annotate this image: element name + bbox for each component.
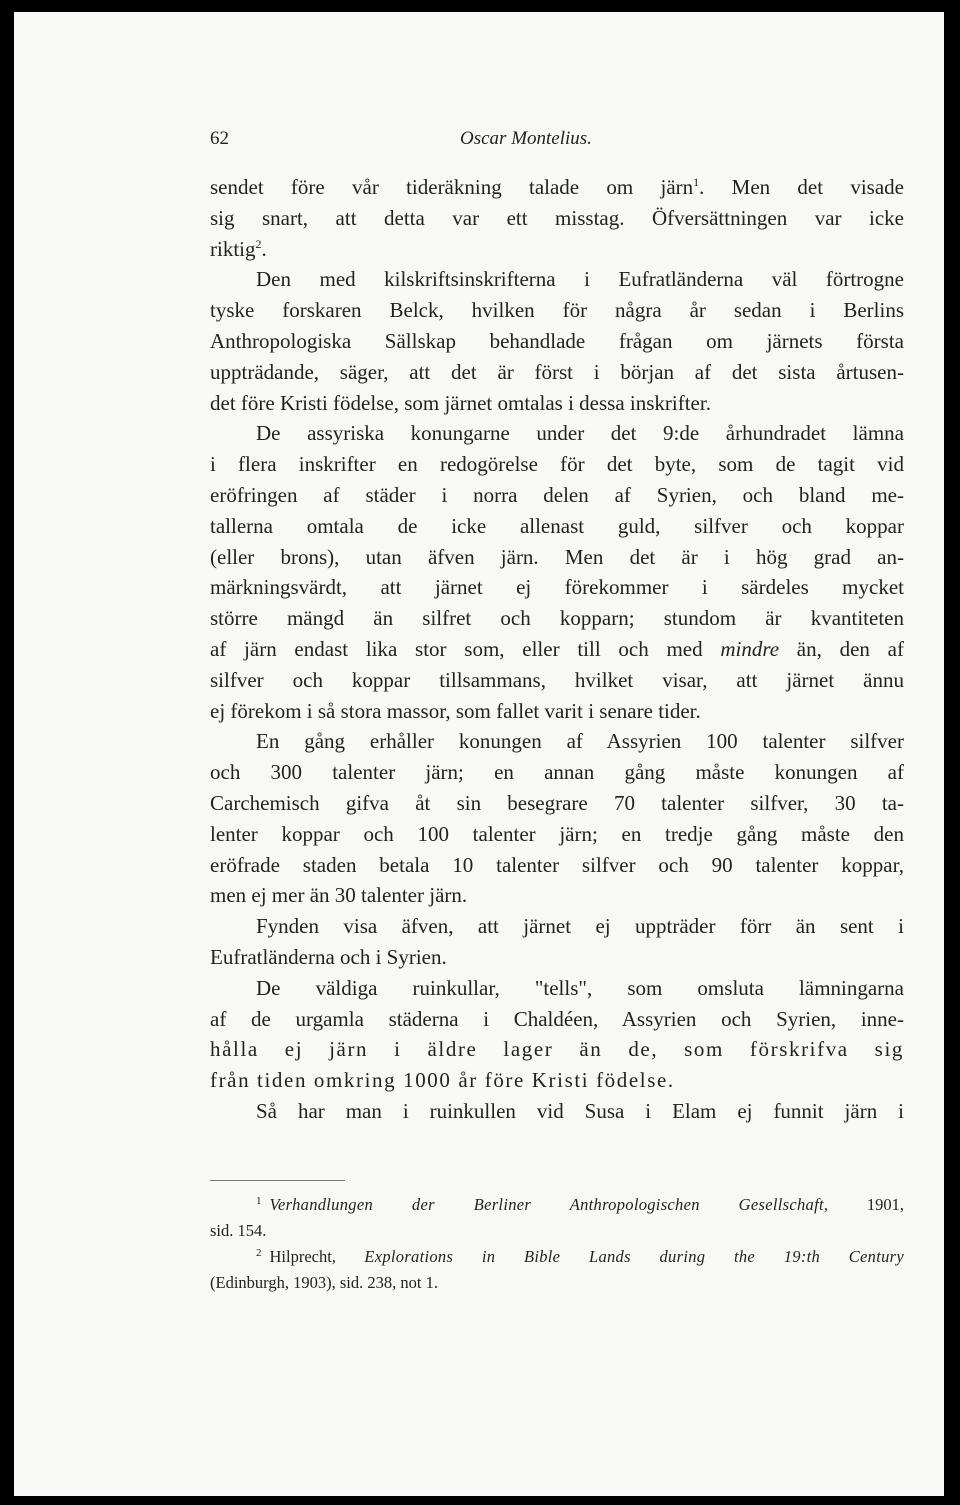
body-text — [210, 172, 904, 1127]
book-page — [14, 12, 944, 1496]
footnote-ref: 1 — [693, 175, 700, 189]
text-line: tyske forskaren Belck, hvilken för några år sedan i Berlins — [210, 298, 904, 323]
text-line: lenter koppar och 100 talenter järn; en tredje gång måste den — [210, 821, 904, 846]
text-line: sig snart, att detta var ett misstag. Öfversättningen var icke — [210, 205, 904, 230]
footnote-line: $^2$ Hilprecht, Explorations in Bible Lands during the 19:th Century — [256, 1247, 904, 1266]
text-line: Anthropologiska Sällskap behandlade frågan om järnets första — [210, 328, 904, 353]
footnote-divider — [210, 1180, 345, 1181]
text-line: ej förekom i så stora massor, som fallet varit i senare tider. — [210, 698, 701, 723]
text-line: från tiden omkring 1000 år före Kristi födelse. — [210, 1068, 675, 1093]
footnote-citation: Explorations in Bible Lands during the 19:th Century — [364, 1247, 904, 1266]
text-line: Den med kilskriftsinskrifterna i Eufratländerna väl förtrogne — [256, 267, 904, 292]
footnote-line: (Edinburgh, 1903), sid. 238, not 1. — [210, 1273, 438, 1292]
text-line: eröfringen af städer i norra delen af Syrien, och bland me- — [210, 482, 904, 507]
text-line: men ej mer än 30 talenter järn. — [210, 883, 468, 908]
text-line: En gång erhåller konungen af Assyrien 100 talenter silfver — [256, 729, 904, 754]
text-line: eröfrade staden betala 10 talenter silfver och 90 talenter koppar, — [210, 852, 904, 877]
text-line: riktig$^2$. — [210, 236, 267, 261]
emphasis: mindre — [720, 636, 780, 661]
running-head: Oscar Montelius. — [460, 128, 592, 149]
text-line: De assyriska konungarne under det 9:de århundradet lämna — [256, 421, 904, 446]
text-line: De väldiga ruinkullar, "tells", som omsluta lämningarna — [256, 975, 904, 1000]
text-line: (eller brons), utan äfven järn. Men det är i hög grad an- — [210, 544, 904, 569]
text-line: Carchemisch gifva åt sin besegrare 70 talenter silfver, 30 ta- — [210, 790, 904, 815]
text-line: Fynden visa äfven, att järnet ej uppträder förr än sent i — [256, 914, 904, 939]
footnote-line: $^1$ Verhandlungen der Berliner Anthropologischen Gesellschaft, 1901, — [256, 1195, 904, 1214]
page-number: 62 — [210, 128, 229, 149]
footnote-citation: Verhandlungen der Berliner Anthropologischen Gesellschaft, — [269, 1195, 829, 1214]
text-line: af de urgamla städerna i Chaldéen, Assyrien och Syrien, inne- — [210, 1006, 904, 1031]
text-line: uppträdande, säger, att det är först i början af det sista årtusen- — [210, 359, 904, 384]
text-line: tallerna omtala de icke allenast guld, silfver och koppar — [210, 513, 904, 538]
text-line: och 300 talenter järn; en annan gång måste konungen af — [210, 760, 904, 785]
text-line: det före Kristi födelse, som järnet omtalas i dessa inskrifter. — [210, 390, 711, 415]
page-header — [210, 128, 900, 150]
text-line: af järn endast lika stor som, eller till och med mindre än, den af — [210, 636, 904, 661]
text-line: märkningsvärdt, att järnet ej förekommer i särdeles mycket — [210, 575, 904, 600]
footnotes — [210, 1192, 904, 1296]
text-line: hålla ej järn i äldre lager än de, som förskrifva sig — [210, 1037, 904, 1062]
text-line: silfver och koppar tillsammans, hvilket visar, att järnet ännu — [210, 667, 904, 692]
text-line: Eufratländerna och i Syrien. — [210, 944, 447, 969]
text-line: större mängd än silfret och kopparn; stundom är kvantiteten — [210, 606, 904, 631]
text-line: sendet före vår tideräkning talade om järn$^1$. Men det visade — [210, 175, 904, 199]
text-line: Så har man i ruinkullen vid Susa i Elam ej funnit järn i — [256, 1098, 904, 1123]
text-line: i flera inskrifter en redogörelse för det byte, som de tagit vid — [210, 452, 904, 477]
footnote-ref: 2 — [255, 236, 262, 251]
footnote-line: sid. 154. — [210, 1221, 267, 1240]
